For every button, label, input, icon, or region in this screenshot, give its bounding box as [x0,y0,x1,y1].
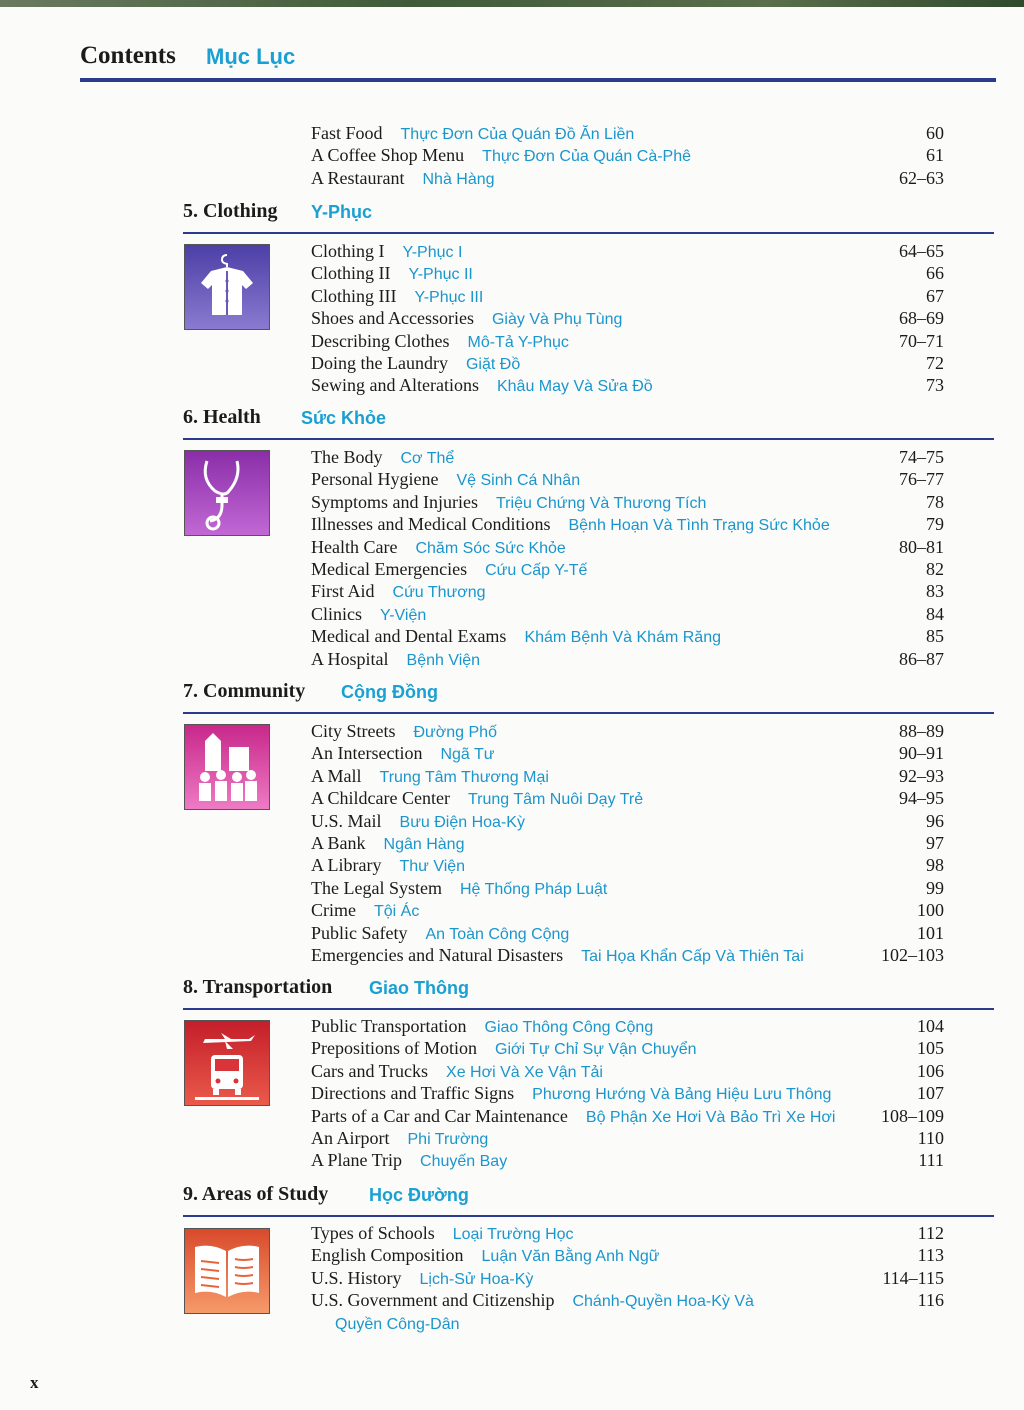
page-number: 106 [917,1060,944,1081]
page-number: 61 [926,145,944,166]
page-number: 97 [926,832,944,853]
page-number: 92–93 [899,765,944,786]
page-number: 85 [926,626,944,647]
page-number: 98 [926,855,944,876]
toc-entry[interactable]: Fast Food Thực Đơn Của Quán Đồ Ăn Liền 60 [311,123,944,143]
section-heading-areas-of-study: 9. Areas of Study Học Đường [183,1181,994,1217]
section-heading-transportation: 8. Transportation Giao Thông [183,974,994,1010]
page-title-vietnamese: Mục Lục [206,44,296,69]
toc-entry[interactable]: A Library Thư Viện 98 [311,855,944,876]
page-number: 110 [917,1127,944,1148]
toc-entry-continuation: Quyền Công-Dân [335,1315,460,1333]
toc-entry[interactable]: Clinics Y-Viện 84 [311,603,944,624]
page-number: 73 [926,375,944,396]
page-folio: x [30,1373,39,1392]
toc-entry[interactable]: Clothing I Y-Phục I 64–65 [311,241,944,261]
toc-entry[interactable]: Emergencies and Natural Disasters Tai Họa Khẩn Cấp Và Thiên Tai 102–103 [311,944,944,965]
toc-entry[interactable]: First Aid Cứu Thương 83 [311,581,944,602]
page-number: 99 [926,877,944,898]
section-heading-health: 6. Health Sức Khỏe [183,404,994,440]
page-number: 102–103 [881,944,944,965]
toc-entry[interactable]: A Restaurant Nhà Hàng 62–63 [311,167,944,188]
toc-entry[interactable]: Clothing III Y-Phục III 67 [311,285,944,306]
toc-entry[interactable]: Crime Tội Ác 100 [311,900,944,921]
toc-entry[interactable]: Types of Schools Loại Trường Học 112 [311,1223,944,1243]
page-number: 78 [926,491,944,512]
toc-entry[interactable]: Medical Emergencies Cứu Cấp Y-Tế 82 [311,558,944,579]
page-number: 107 [917,1083,944,1104]
page-number: 67 [926,285,944,306]
transport-icon [184,1020,270,1106]
clothing-entry-list [311,240,944,397]
page-number: 84 [926,603,944,624]
page-number: 79 [926,514,944,535]
toc-entry[interactable]: Describing Clothes Mô-Tả Y-Phục 70–71 [311,330,944,351]
toc-entry[interactable]: U.S. Mail Bưu Điện Hoa-Kỳ 96 [311,810,944,831]
toc-entry[interactable]: Cars and Trucks Xe Hơi Và Xe Vận Tải 106 [311,1060,944,1081]
stethoscope-icon [184,450,270,536]
top-color-band [0,0,1024,7]
page-title: Contents [80,42,176,69]
transportation-entry-list [311,1015,944,1172]
toc-entry[interactable]: Directions and Traffic Signs Phương Hướng Và Bảng Hiệu Lưu Thông 107 [311,1083,944,1104]
toc-entry[interactable]: Shoes and Accessories Giày Và Phụ Tùng 68–69 [311,308,944,329]
page-number: 90–91 [899,743,944,764]
toc-entry[interactable]: An Intersection Ngã Tư 90–91 [311,743,944,764]
community-entry-list [311,720,944,966]
toc-entry[interactable]: The Body Cơ Thể 74–75 [311,447,944,467]
toc-entry[interactable]: U.S. Government and Citizenship Chánh-Quyền Hoa-Kỳ Và 116 [311,1290,944,1311]
page-number: 80–81 [899,536,944,557]
page-number: 70–71 [899,330,944,351]
toc-entry[interactable]: An Airport Phi Trường 110 [311,1127,944,1148]
toc-entry[interactable]: City Streets Đường Phố 88–89 [311,721,944,741]
areas-of-study-entry-list [311,1222,944,1334]
page-number: 113 [917,1245,944,1266]
page-number: 68–69 [899,308,944,329]
toc-entry[interactable]: The Legal System Hệ Thống Pháp Luật 99 [311,877,944,898]
toc-entry[interactable]: Sewing and Alterations Khâu May Và Sửa Đồ 73 [311,375,944,396]
toc-entry[interactable]: Symptoms and Injuries Triệu Chứng Và Thương Tích 78 [311,491,944,512]
page-number: 86–87 [899,648,944,669]
page-number: 62–63 [899,167,944,188]
toc-entry[interactable]: Public Safety An Toàn Công Cộng 101 [311,922,944,943]
page-number: 94–95 [899,788,944,809]
toc-entry[interactable]: English Composition Luận Văn Bằng Anh Ngữ 113 [311,1245,944,1266]
page-number: 104 [917,1016,944,1036]
page-number: 82 [926,558,944,579]
toc-entry[interactable]: A Coffee Shop Menu Thực Đơn Của Quán Cà-Phê 61 [311,145,944,166]
toc-entry[interactable]: Personal Hygiene Vệ Sinh Cá Nhân 76–77 [311,469,944,490]
page-number: 60 [926,123,944,143]
page-number: 101 [917,922,944,943]
community-icon [184,724,270,810]
section-heading-community: 7. Community Cộng Đồng [183,678,994,714]
page-number: 72 [926,352,944,373]
toc-entry[interactable]: A Mall Trung Tâm Thương Mại 92–93 [311,765,944,786]
toc-entry[interactable]: A Childcare Center Trung Tâm Nuôi Dạy Trẻ 94–95 [311,788,944,809]
page-number: 114–115 [882,1267,944,1288]
health-entry-list [311,446,944,670]
toc-entry[interactable]: A Plane Trip Chuyến Bay 111 [311,1150,944,1171]
page-number: 74–75 [899,447,944,467]
page-number: 66 [926,263,944,284]
toc-entry[interactable]: Public Transportation Giao Thông Công Cộng 104 [311,1016,944,1036]
intro-entry-list [311,122,944,189]
page-number: 111 [918,1150,944,1171]
toc-entry[interactable]: Health Care Chăm Sóc Sức Khỏe 80–81 [311,536,944,557]
page-number: 108–109 [881,1105,944,1126]
toc-entry[interactable]: Medical and Dental Exams Khám Bệnh Và Khám Răng 85 [311,626,944,647]
toc-entry[interactable]: A Hospital Bệnh Viện 86–87 [311,648,944,669]
page-number: 83 [926,581,944,602]
toc-entry[interactable]: Illnesses and Medical Conditions Bệnh Hoạn Và Tình Trạng Sức Khỏe 79 [311,514,944,535]
toc-entry[interactable]: Clothing II Y-Phục II 66 [311,263,944,284]
page-number: 112 [917,1223,944,1243]
book-icon [184,1228,270,1314]
page-number: 96 [926,810,944,831]
toc-entry[interactable]: Parts of a Car and Car Maintenance Bộ Phận Xe Hơi Và Bảo Trì Xe Hơi 108–109 [311,1105,944,1126]
toc-entry[interactable]: Doing the Laundry Giặt Đồ 72 [311,352,944,373]
section-heading-clothing: 5. Clothing Y-Phục [183,198,994,234]
page-header [80,40,996,82]
page-number: 64–65 [899,241,944,261]
page-number: 88–89 [899,721,944,741]
page-number: 76–77 [899,469,944,490]
toc-entry[interactable]: Prepositions of Motion Giới Tự Chỉ Sự Vận Chuyển 105 [311,1038,944,1059]
toc-entry[interactable]: A Bank Ngân Hàng 97 [311,832,944,853]
page-number: 105 [917,1038,944,1059]
page-number: 116 [917,1290,944,1311]
shirt-icon [184,244,270,330]
toc-entry[interactable]: U.S. History Lịch-Sử Hoa-Kỳ 114–115 [311,1267,944,1288]
page-number: 100 [917,900,944,921]
